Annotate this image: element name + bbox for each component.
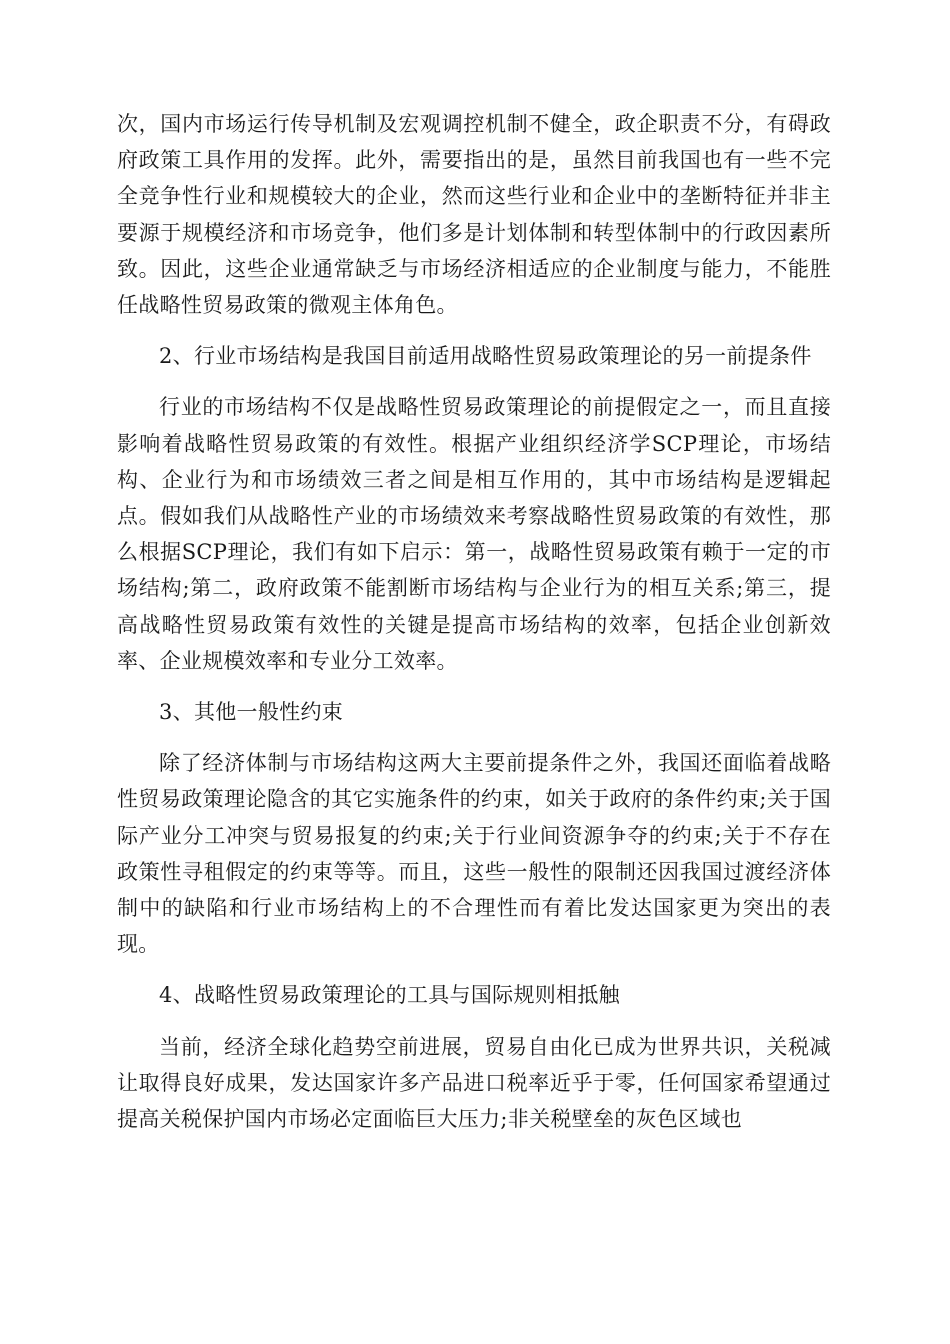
paragraph-continued: 次，国内市场运行传导机制及宏观调控机制不健全，政企职责不分，有碍政府政策工具作用的发挥。此外，需要指出的是，虽然目前我国也有一些不完全竞争性行业和规模较大的企业，然而这些行业和企业中的垄断特征并非主要源于规模经济和市场竞争，他们多是计划体制和转型体制中的行政因素所致。因此，这些企业通常缺乏与市场经济相适应的企业制度与能力，不能胜任战略性贸易政策的微观主体角色。	[117, 112, 831, 318]
document-page	[117, 106, 831, 1137]
paragraph-general-constraints: 除了经济体制与市场结构这两大主要前提条件之外，我国还面临着战略性贸易政策理论隐含的其它实施条件的约束，如关于政府的条件约束;关于国际产业分工冲突与贸易报复的约束;关于行业间资源争夺的约束;关于不存在政策性寻租假定的约束等等。而且，这些一般性的限制还因我国过渡经济体制中的缺陷和行业市场结构上的不合理性而有着比发达国家更为突出的表现。	[117, 751, 831, 957]
section-heading-2: 2、行业市场结构是我国目前适用战略性贸易政策理论的另一前提条件	[159, 344, 812, 369]
paragraph-market-structure: 行业的市场结构不仅是战略性贸易政策理论的前提假定之一，而且直接影响着战略性贸易政策的有效性。根据产业组织经济学SCP理论，市场结构、企业行为和市场绩效三者之间是相互作用的，其中市场结构是逻辑起点。假如我们从战略性产业的市场绩效来考察战略性贸易政策的有效性，那么根据SCP理论，我们有如下启示：第一，战略性贸易政策有赖于一定的市场结构;第二，政府政策不能割断市场结构与企业行为的相互关系;第三，提高战略性贸易政策有效性的关键是提高市场结构的效率，包括企业创新效率、企业规模效率和专业分工效率。	[117, 395, 831, 673]
paragraph-globalization: 当前，经济全球化趋势空前进展，贸易自由化已成为世界共识，关税减让取得良好成果，发达国家许多产品进口税率近乎于零，任何国家希望通过提高关税保护国内市场必定面临巨大压力;非关税壁垒的灰色区域也	[117, 1034, 831, 1132]
section-heading-4: 4、战略性贸易政策理论的工具与国际规则相抵触	[159, 983, 620, 1008]
section-heading-3: 3、其他一般性约束	[159, 700, 344, 725]
